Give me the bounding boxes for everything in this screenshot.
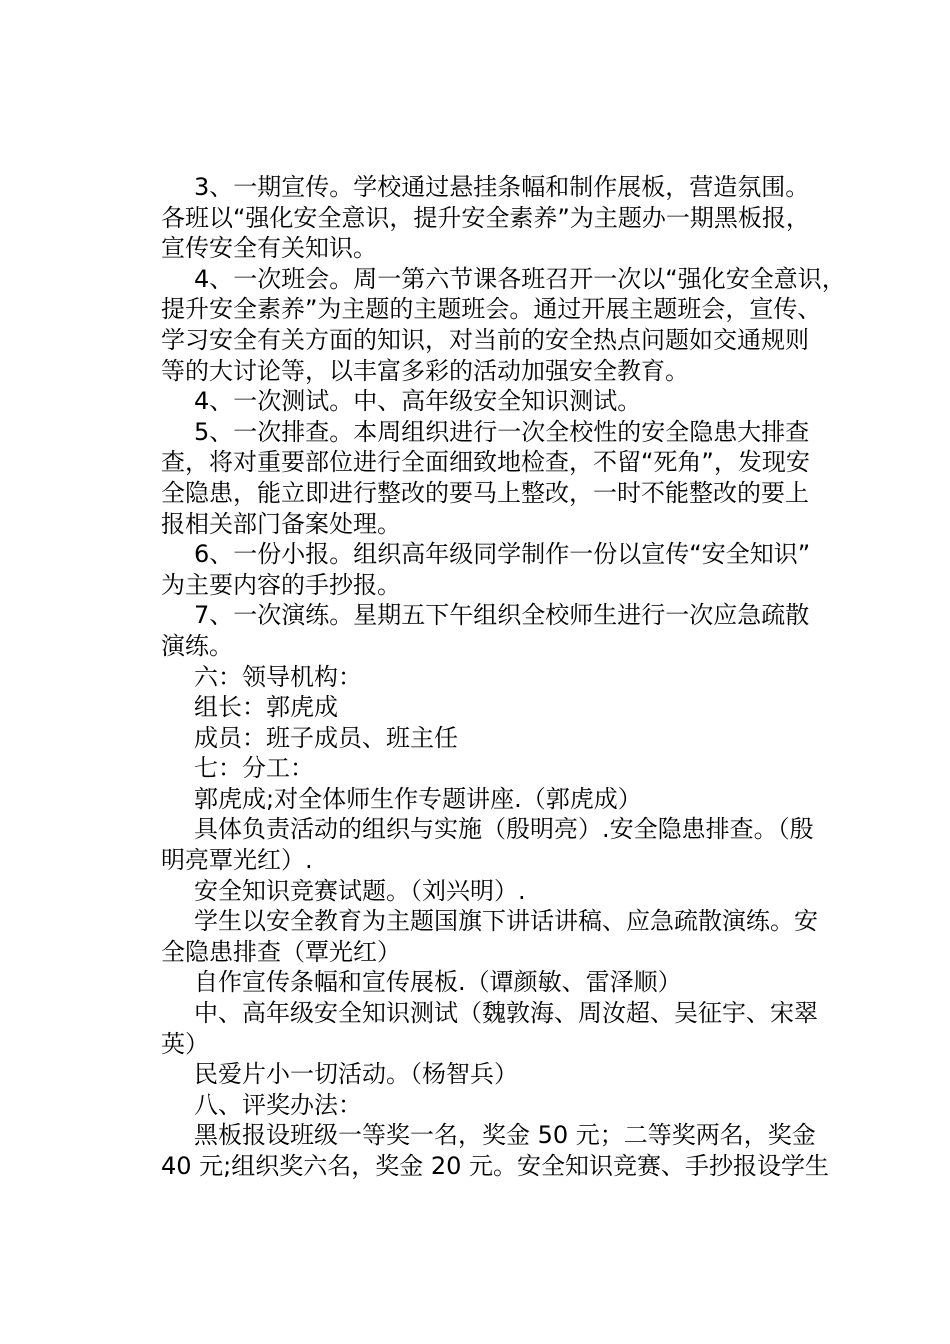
paragraph-awards-detail — [128, 1120, 838, 1181]
text-line: 郭虎成;对全体师生作专题讲座.（郭虎成） — [194, 784, 642, 813]
text-line: 六：领导机构： — [194, 662, 362, 691]
paragraph-item-5-inspection — [128, 417, 838, 539]
paragraph-item-7-drill — [128, 600, 838, 661]
text-line: 4、一次测试。中、高年级安全知识测试。 — [194, 387, 642, 416]
text-line: 组长：郭虎成 — [194, 693, 338, 722]
text-line: 等的大讨论等，以丰富多彩的活动加强安全教育。 — [161, 356, 689, 385]
paragraph-members — [128, 723, 838, 754]
text-line: 5、一次排查。本周组织进行一次全校性的安全隐患大排查 — [194, 417, 810, 446]
paragraph-item-6-newspaper — [128, 539, 838, 600]
text-line: 安全知识竞赛试题。（刘兴明）. — [194, 876, 526, 905]
paragraph-duty-knowledge-test — [128, 998, 838, 1059]
paragraph-leader — [128, 692, 838, 723]
text-line: 民爱片小一切活动。（杨智兵） — [194, 1060, 518, 1089]
text-line: 七：分工： — [194, 754, 314, 783]
section-heading-leadership — [128, 662, 838, 693]
paragraph-duty-organize — [128, 814, 838, 875]
text-line: 八、评奖办法： — [194, 1090, 362, 1119]
paragraph-item-4-class-meeting — [128, 264, 846, 386]
paragraph-item-3-propaganda — [128, 172, 838, 264]
text-line: 各班以“强化安全意识，提升安全素养”为主题办一期黑板报， — [161, 203, 810, 232]
paragraph-duty-banners — [128, 967, 838, 998]
document-body — [128, 172, 846, 1182]
text-line: 为主要内容的手抄报。 — [161, 570, 401, 599]
text-line: 英） — [161, 1029, 209, 1058]
text-line: 40 元;组织奖六名，奖金 20 元。安全知识竞赛、手抄报设学生 — [161, 1152, 830, 1180]
text-line: 中、高年级安全知识测试（魏敦海、周汝超、吴征宇、宋翠 — [194, 999, 818, 1028]
paragraph-item-4-test — [128, 386, 838, 417]
paragraph-duty-quiz — [128, 876, 838, 907]
section-heading-division — [128, 753, 838, 784]
text-line: 具体负责活动的组织与实施（殷明亮）.安全隐患排查。（殷 — [194, 815, 814, 844]
text-line: 成员：班子成员、班主任 — [194, 723, 458, 752]
text-line: 黑板报设班级一等奖一名，奖金 50 元；二等奖两名，奖金 — [194, 1121, 816, 1150]
text-line: 7、一次演练。星期五下午组织全校师生进行一次应急疏散 — [194, 601, 810, 630]
text-line: 自作宣传条幅和宣传展板.（谭颜敏、雷泽顺） — [194, 968, 682, 997]
paragraph-duty-all-activities — [128, 1059, 838, 1090]
paragraph-duty-speech — [128, 906, 838, 967]
text-line: 查，将对重要部位进行全面细致地检查，不留“死角”，发现安 — [161, 448, 810, 477]
text-line: 3、一期宣传。学校通过悬挂条幅和制作展板，营造氛围。 — [194, 173, 810, 201]
text-line: 宣传安全有关知识。 — [161, 234, 377, 263]
text-line: 4、一次班会。周一第六节课各班召开一次以“强化安全意识， — [194, 264, 846, 293]
text-line: 学习安全有关方面的知识，对当前的安全热点问题如交通规则 — [161, 325, 809, 354]
paragraph-duty-lecture — [128, 784, 838, 815]
text-line: 学生以安全教育为主题国旗下讲话讲稿、应急疏散演练。安 — [194, 907, 818, 936]
text-line: 6、一份小报。组织高年级同学制作一份以宣传“安全知识” — [194, 540, 811, 569]
section-heading-awards — [128, 1090, 838, 1121]
text-line: 报相关部门备案处理。 — [161, 509, 401, 538]
text-line: 提升安全素养”为主题的主题班会。通过开展主题班会，宣传、 — [161, 295, 822, 324]
text-line: 明亮覃光红）. — [161, 846, 313, 875]
text-line: 全隐患，能立即进行整改的要马上整改，一时不能整改的要上 — [161, 478, 809, 507]
text-line: 全隐患排查（覃光红） — [161, 937, 401, 966]
text-line: 演练。 — [161, 631, 233, 660]
